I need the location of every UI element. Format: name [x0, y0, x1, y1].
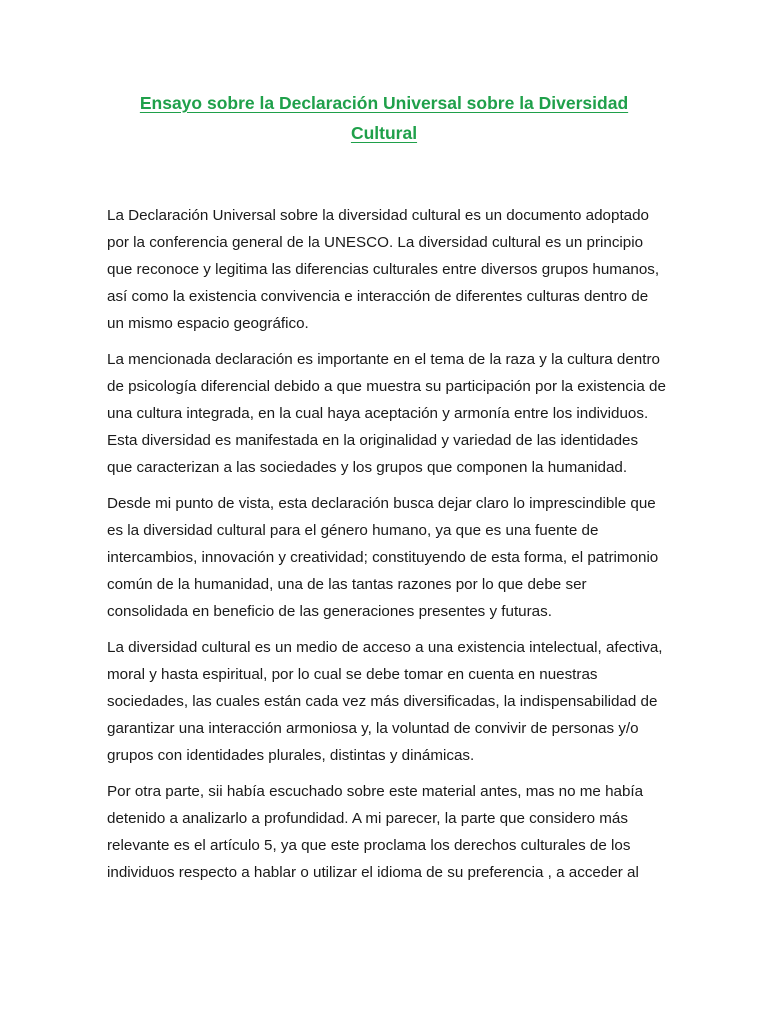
paragraph: [107, 202, 667, 337]
text-line: individuos respecto a hablar o utilizar el idioma de su preferencia , a acceder al: [107, 864, 639, 881]
text-line: de psicología diferencial debido a que muestra su participación por la existencia de: [107, 378, 666, 395]
text-line: sociedades, las cuales están cada vez más diversificadas, la indispensabilidad de: [107, 693, 658, 710]
text-line: así como la existencia convivencia e interacción de diferentes culturas dentro de: [107, 288, 649, 305]
text-line: La diversidad cultural es un medio de acceso a una existencia intelectual, afectiva,: [107, 639, 663, 656]
text-line: es la diversidad cultural para el género humano, ya que es una fuente de: [107, 522, 599, 539]
title-line: Ensayo sobre la Declaración Universal sobre la Diversidad: [139, 93, 629, 113]
text-line: una cultura integrada, en la cual haya aceptación y armonía entre los individuos.: [107, 405, 649, 422]
paragraph: [107, 346, 667, 481]
text-line: La mencionada declaración es importante en el tema de la raza y la cultura dentro: [107, 351, 660, 368]
document-title: [110, 88, 658, 148]
paragraph: [107, 634, 667, 769]
text-line: intercambios, innovación y creatividad; constituyendo de esta forma, el patrimonio: [107, 549, 659, 566]
text-line: que reconoce y legitima las diferencias culturales entre diversos grupos humanos,: [107, 261, 660, 278]
text-line: Por otra parte, sii había escuchado sobre este material antes, mas no me había: [107, 783, 644, 800]
text-line: Esta diversidad es manifestada en la originalidad y variedad de las identidades: [107, 432, 639, 449]
document-body: [107, 202, 667, 895]
text-line: moral y hasta espiritual, por lo cual se debe tomar en cuenta en nuestras: [107, 666, 598, 683]
text-line: grupos con identidades plurales, distintas y dinámicas.: [107, 747, 475, 764]
text-line: común de la humanidad, una de las tantas razones por lo que debe ser: [107, 576, 587, 593]
text-line: por la conferencia general de la UNESCO. La diversidad cultural es un principio: [107, 234, 644, 251]
text-line: La Declaración Universal sobre la diversidad cultural es un documento adoptado: [107, 207, 650, 224]
text-line: relevante es el artículo 5, ya que este proclama los derechos culturales de los: [107, 837, 631, 854]
text-line: detenido a analizarlo a profundidad. A mi parecer, la parte que considero más: [107, 810, 628, 827]
text-line: un mismo espacio geográfico.: [107, 315, 309, 332]
text-line: garantizar una interacción armoniosa y, la voluntad de convivir de personas y/o: [107, 720, 639, 737]
paragraph: [107, 490, 667, 625]
text-line: consolidada en beneficio de las generaciones presentes y futuras.: [107, 603, 552, 620]
text-line: Desde mi punto de vista, esta declaración busca dejar claro lo imprescindible que: [107, 495, 656, 512]
title-line: Cultural: [350, 123, 418, 143]
text-line: que caracterizan a las sociedades y los grupos que componen la humanidad.: [107, 459, 628, 476]
paragraph: [107, 778, 667, 886]
